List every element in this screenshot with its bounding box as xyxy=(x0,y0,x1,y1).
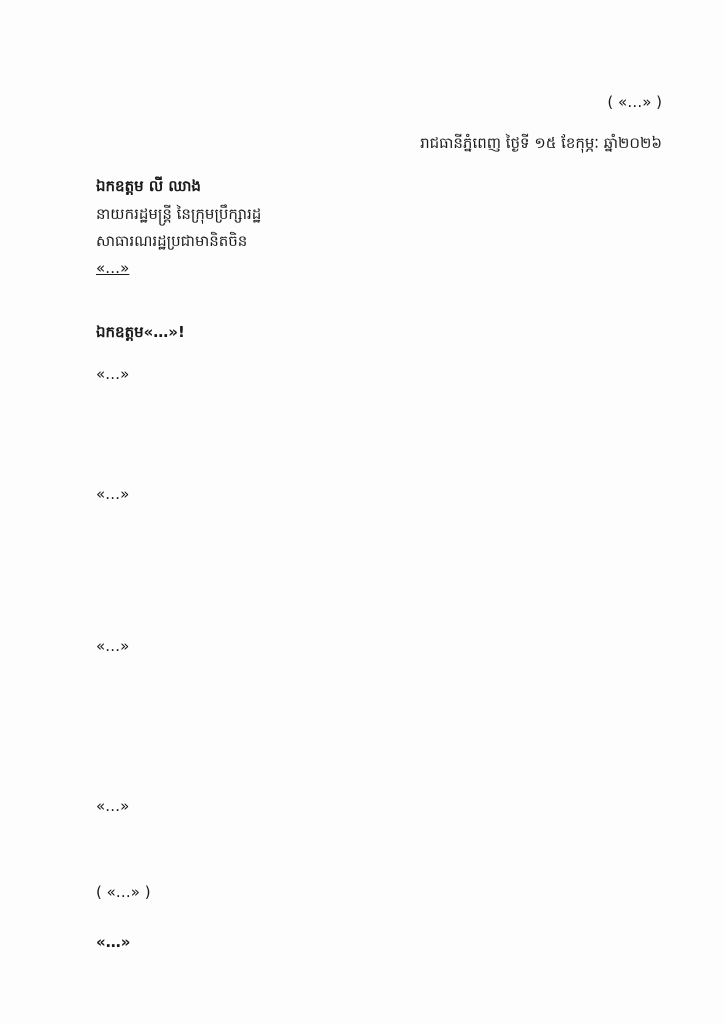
recipient-name: ឯកឧត្តម លី ឈាង xyxy=(96,177,201,195)
salutation: ឯកឧត្តម«…»! xyxy=(96,323,185,341)
body-paragraph-3: «…» xyxy=(96,637,130,655)
signer-name: «…» xyxy=(96,933,131,951)
recipient-title: នាយករដ្ឋមន្ត្រី នៃក្រុមប្រឹក្សារដ្ឋ xyxy=(96,205,262,223)
recipient-city: «…» xyxy=(96,259,130,277)
place-date: រាជធានីភ្នំពេញ ថ្ងៃទី ១៥ ខែកុម្ភៈ ឆ្នាំ២០២៦ xyxy=(420,134,662,152)
classification-label: ( «…» ) xyxy=(607,93,662,111)
body-paragraph-1: «…» xyxy=(96,365,130,383)
closing-note: ( «…» ) xyxy=(96,883,151,901)
body-paragraph-4: «…» xyxy=(96,797,130,815)
recipient-country: សាធារណរដ្ឋប្រជាមានិតចិន xyxy=(96,232,248,250)
body-paragraph-2: «…» xyxy=(96,485,130,503)
